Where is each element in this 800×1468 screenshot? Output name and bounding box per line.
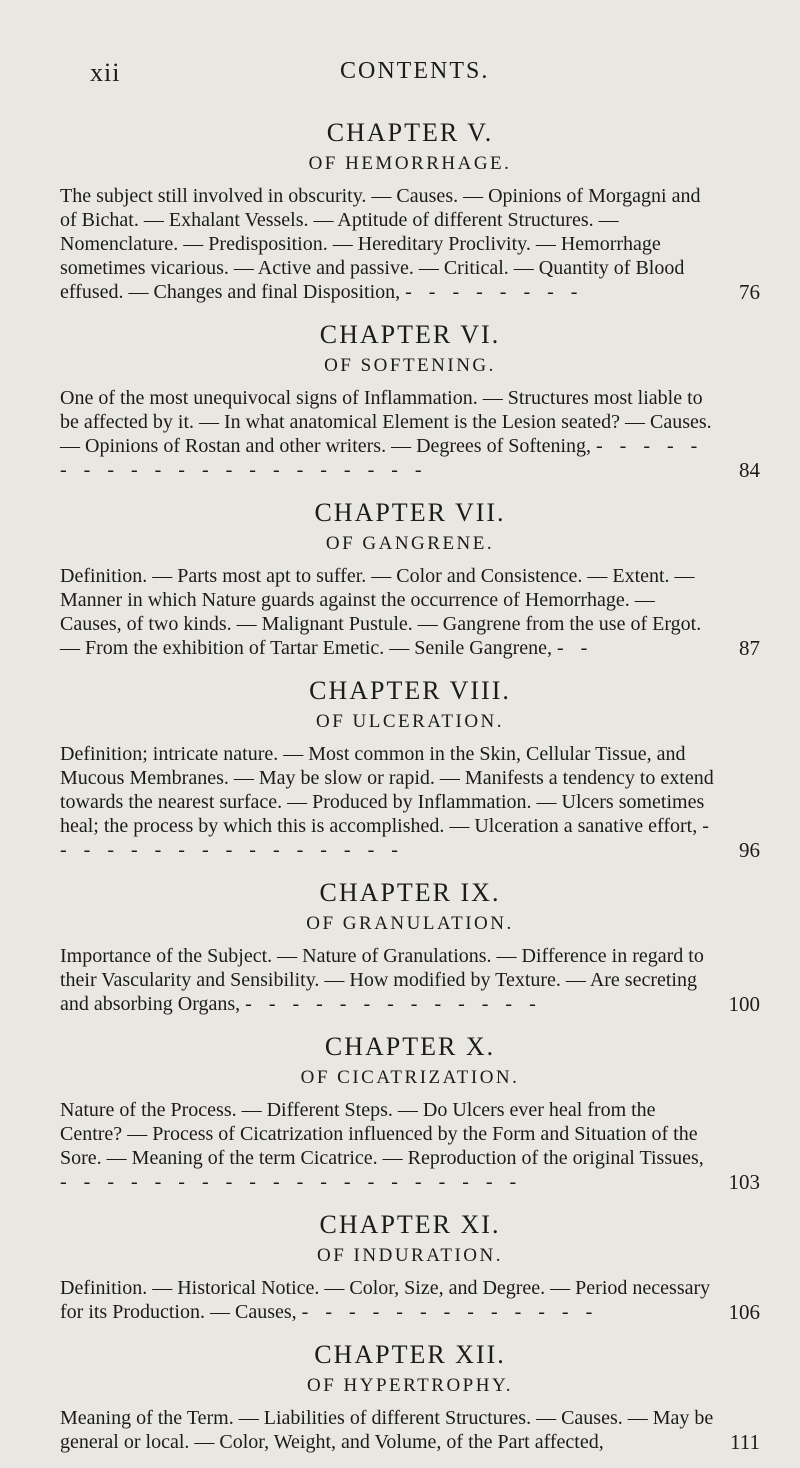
chapter-summary: [60, 564, 760, 660]
chapter-title: CHAPTER V.: [326, 118, 494, 147]
chapter-page-number: 106: [728, 1300, 760, 1324]
chapter-summary-text: Definition. — Parts most apt to suffer. — Color and Consistence. — Extent. — Manner in which Nature guards against the occurrence of Hemorrhage. — Causes, of two kinds. — Malignant Pustule. — Gangrene from the use of Ergot. — From the exhibition of Tartar Emetic. — Senile Gangrene,: [60, 565, 702, 659]
chapter-entry: [60, 1338, 760, 1454]
chapter-page-number: 76: [739, 280, 760, 304]
chapter-subtitle: OF INDURATION.: [317, 1245, 503, 1266]
chapter-subtitle: OF GRANULATION.: [306, 913, 514, 934]
chapter-entry: [60, 1030, 760, 1194]
chapter-summary: [60, 184, 760, 304]
contents-list: [60, 116, 760, 1468]
chapter-page-number: 84: [739, 458, 760, 482]
chapter-subtitle: OF HYPERTROPHY.: [307, 1375, 513, 1396]
chapter-title: CHAPTER VII.: [314, 498, 506, 527]
chapter-title: CHAPTER XI.: [319, 1210, 501, 1239]
chapter-summary: [60, 1276, 760, 1324]
page-number: xii: [90, 58, 121, 87]
chapter-page-number: 111: [730, 1430, 760, 1454]
running-head: CONTENTS.: [340, 58, 490, 84]
dot-leader: - - - - - - - - - - - - -: [301, 1301, 599, 1323]
page-header: [90, 58, 730, 98]
chapter-summary-text: Importance of the Subject. — Nature of Granulations. — Difference in regard to their Vascularity and Sensibility. — How modified by Texture. — Are secreting and absorbing Organs,: [60, 945, 704, 1015]
chapter-subtitle: OF CICATRIZATION.: [300, 1067, 520, 1088]
chapter-summary-text: Definition; intricate nature. — Most common in the Skin, Cellular Tissue, and Mucous Membranes. — May be slow or rapid. — Manifests a tendency to extend towards the nearest surface. — Produced by Inflammation. — Ulcers sometimes heal; the process by which this is accomplished. — Ulceration a sanative effort,: [60, 743, 714, 837]
chapter-subtitle: OF ULCERATION.: [315, 711, 505, 732]
chapter-summary-text: One of the most unequivocal signs of Inflammation. — Structures most liable to be affected by it. — In what anatomical Element is the Lesion seated? — Causes. — Opinions of Rostan and other writers. — Degrees of Softening,: [60, 387, 712, 457]
dot-leader: - - - - - - - - - - - - - - - -: [60, 815, 715, 861]
chapter-title: CHAPTER IX.: [319, 878, 501, 907]
dot-leader: - - - - - - - - - - - - - - - - - - - - -: [60, 435, 704, 481]
chapter-page-number: 103: [728, 1170, 760, 1194]
chapter-title: CHAPTER VIII.: [309, 676, 511, 705]
chapter-page-number: 87: [739, 636, 760, 660]
chapter-subtitle: OF SOFTENING.: [324, 355, 496, 376]
chapter-summary: [60, 386, 760, 482]
dot-leader: - - - - - - - - - - - - -: [245, 993, 542, 1015]
chapter-entry: [60, 1208, 760, 1324]
chapter-summary-text: Definition. — Historical Notice. — Color, Size, and Degree. — Period necessary for its Production. — Causes,: [60, 1277, 711, 1323]
chapter-summary-text: The subject still involved in obscurity. — Causes. — Opinions of Morgagni and of Bichat. — Exhalant Vessels. — Aptitude of different Structures. — Nomenclature. — Predisposition. — Hereditary Proclivity. — Hemorrhage sometimes vicarious. — Active and passive. — Critical. — Quantity of Blood effused. — Changes and final Disposition,: [60, 185, 701, 303]
dot-leader: - -: [557, 637, 594, 659]
chapter-title: CHAPTER X.: [324, 1032, 496, 1061]
chapter-entry: [60, 496, 760, 660]
chapter-page-number: 96: [739, 838, 760, 862]
chapter-entry: [60, 876, 760, 1016]
chapter-entry: [60, 318, 760, 482]
chapter-page-number: 100: [728, 992, 760, 1016]
chapter-title: CHAPTER XII.: [314, 1340, 506, 1369]
chapter-entry: [60, 674, 760, 862]
dot-leader: - - - - - - - -: [405, 281, 584, 303]
chapter-summary: [60, 1098, 760, 1194]
chapter-entry: [60, 116, 760, 304]
chapter-summary-text: Nature of the Process. — Different Steps. — Do Ulcers ever heal from the Centre? — Process of Cicatrization influenced by the Form and Situation of the Sore. — Meaning of the term Cicatrice. — Reproduction of the original Tissues,: [60, 1099, 704, 1169]
dot-leader: - - - - - - - - - - - - - - - - - - - -: [60, 1171, 523, 1193]
chapter-summary: [60, 742, 760, 862]
chapter-title: CHAPTER VI.: [319, 320, 501, 349]
chapter-summary: [60, 1406, 760, 1454]
chapter-summary: [60, 944, 760, 1016]
chapter-subtitle: OF GANGRENE.: [325, 533, 495, 554]
chapter-summary-text: Meaning of the Term. — Liabilities of different Structures. — Causes. — May be general or local. — Color, Weight, and Volume, of the Part affected,: [60, 1407, 714, 1453]
chapter-subtitle: OF HEMORRHAGE.: [308, 153, 512, 174]
